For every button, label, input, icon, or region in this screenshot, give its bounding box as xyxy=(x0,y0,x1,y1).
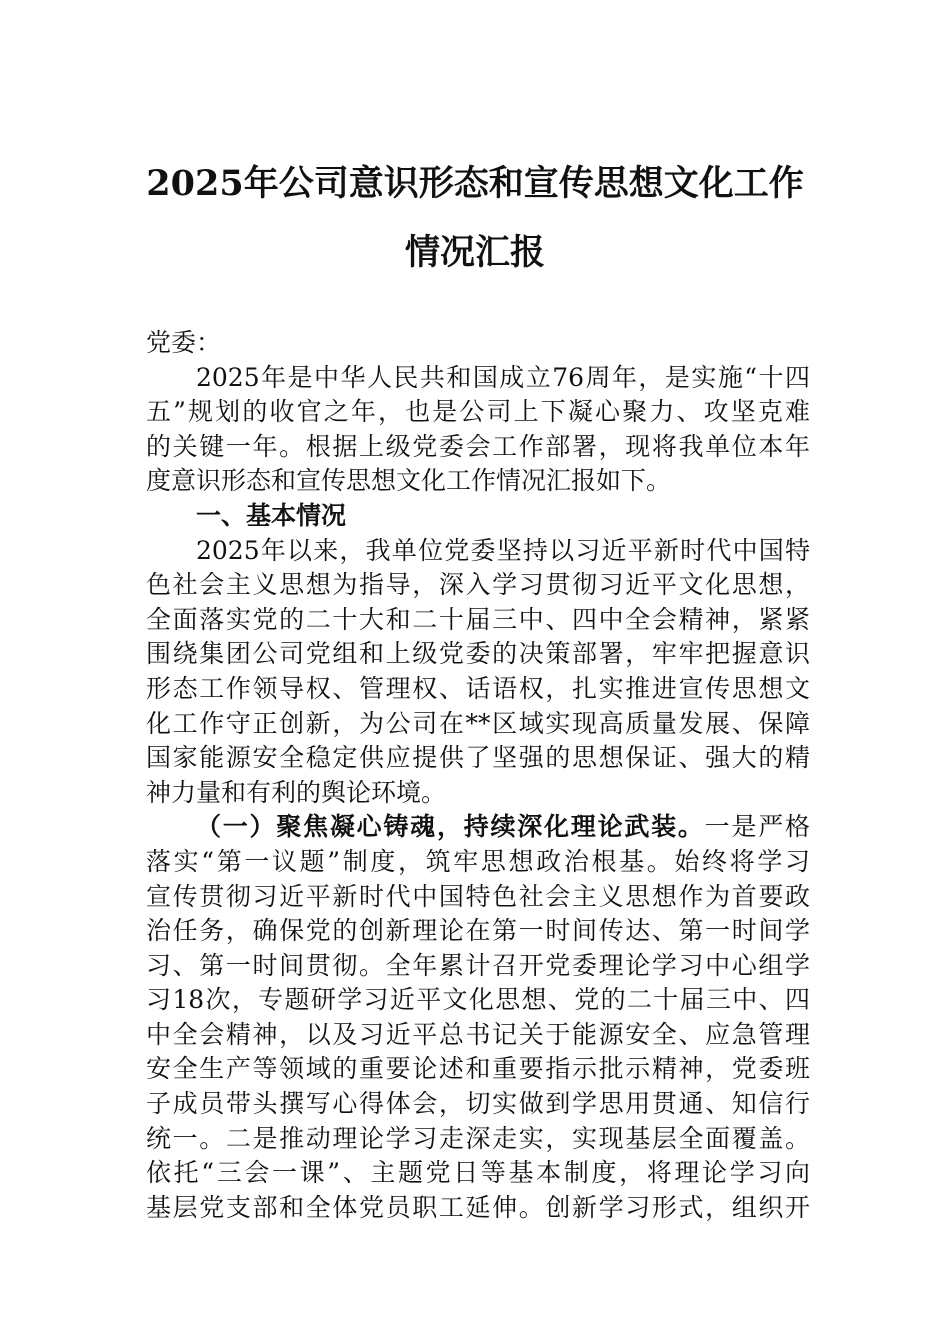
subsection-body-line: 习18次，专题研学习近平文化思想、党的二十届三中、四 xyxy=(146,985,810,1015)
section-body-line: 化工作守正创新，为公司在**区域实现高质量发展、保障 xyxy=(146,708,810,738)
document-title-line-1: 2025年公司意识形态和宣传思想文化工作 xyxy=(146,163,804,204)
subsection-body-line: 治任务，确保党的创新理论在第一时间传达、第一时间学 xyxy=(146,916,810,946)
section-heading: 一、基本情况 xyxy=(196,500,347,530)
subsection-body-line: 安全生产等领域的重要论述和重要指示批示精神，党委班 xyxy=(146,1054,810,1084)
subsection-body-line: 中全会精神，以及习近平总书记关于能源安全、应急管理 xyxy=(146,1019,810,1049)
section-body-line: 神力量和有利的舆论环境。 xyxy=(146,777,447,807)
salutation: 党委： xyxy=(146,328,222,357)
section-body-line: 形态工作领导权、管理权、话语权，扎实推进宣传思想文 xyxy=(146,673,810,703)
subsection-body-line: 子成员带头撰写心得体会，切实做到学思用贯通、知信行 xyxy=(146,1089,810,1119)
subsection-heading: （一）聚焦凝心铸魂，持续深化理论武装。 xyxy=(196,812,705,842)
subsection-body-line: 依托“三会一课”、主题党日等基本制度，将理论学习向 xyxy=(146,1158,810,1188)
subsection-first-line-rest: 一是严格 xyxy=(704,812,810,842)
document-title-line-2: 情况汇报 xyxy=(404,232,545,273)
section-body-line: 全面落实党的二十大和二十届三中、四中全会精神，紧紧 xyxy=(146,604,810,634)
section-body-line: 围绕集团公司党组和上级党委的决策部署，牢牢把握意识 xyxy=(146,639,810,669)
document-body xyxy=(146,326,810,1225)
subsection-body-line: 宣传贯彻习近平新时代中国特色社会主义思想作为首要政 xyxy=(146,881,810,911)
section-body-line: 色社会主义思想为指导，深入学习贯彻习近平文化思想， xyxy=(146,570,810,600)
subsection-body-line: 基层党支部和全体党员职工延伸。创新学习形式，组织开 xyxy=(146,1192,810,1222)
subsection-body-line: 统一。二是推动理论学习走深走实，实现基层全面覆盖。 xyxy=(146,1123,810,1153)
subsection-body-line: 习、第一时间贯彻。全年累计召开党委理论学习中心组学 xyxy=(146,950,810,980)
section-body-line: 2025年以来，我单位党委坚持以习近平新时代中国特 xyxy=(196,535,810,565)
intro-line: 五”规划的收官之年，也是公司上下凝心聚力、攻坚克难 xyxy=(146,397,810,427)
subsection-body-line: 落实“第一议题”制度，筑牢思想政治根基。始终将学习 xyxy=(146,846,810,876)
section-body-line: 国家能源安全稳定供应提供了坚强的思想保证、强大的精 xyxy=(146,743,810,773)
subsection-first-line xyxy=(146,810,810,845)
intro-line: 2025年是中华人民共和国成立76周年，是实施“十四 xyxy=(196,362,810,392)
intro-line: 的关键一年。根据上级党委会工作部署，现将我单位本年 xyxy=(146,431,810,461)
intro-line: 度意识形态和宣传思想文化工作情况汇报如下。 xyxy=(146,466,672,496)
